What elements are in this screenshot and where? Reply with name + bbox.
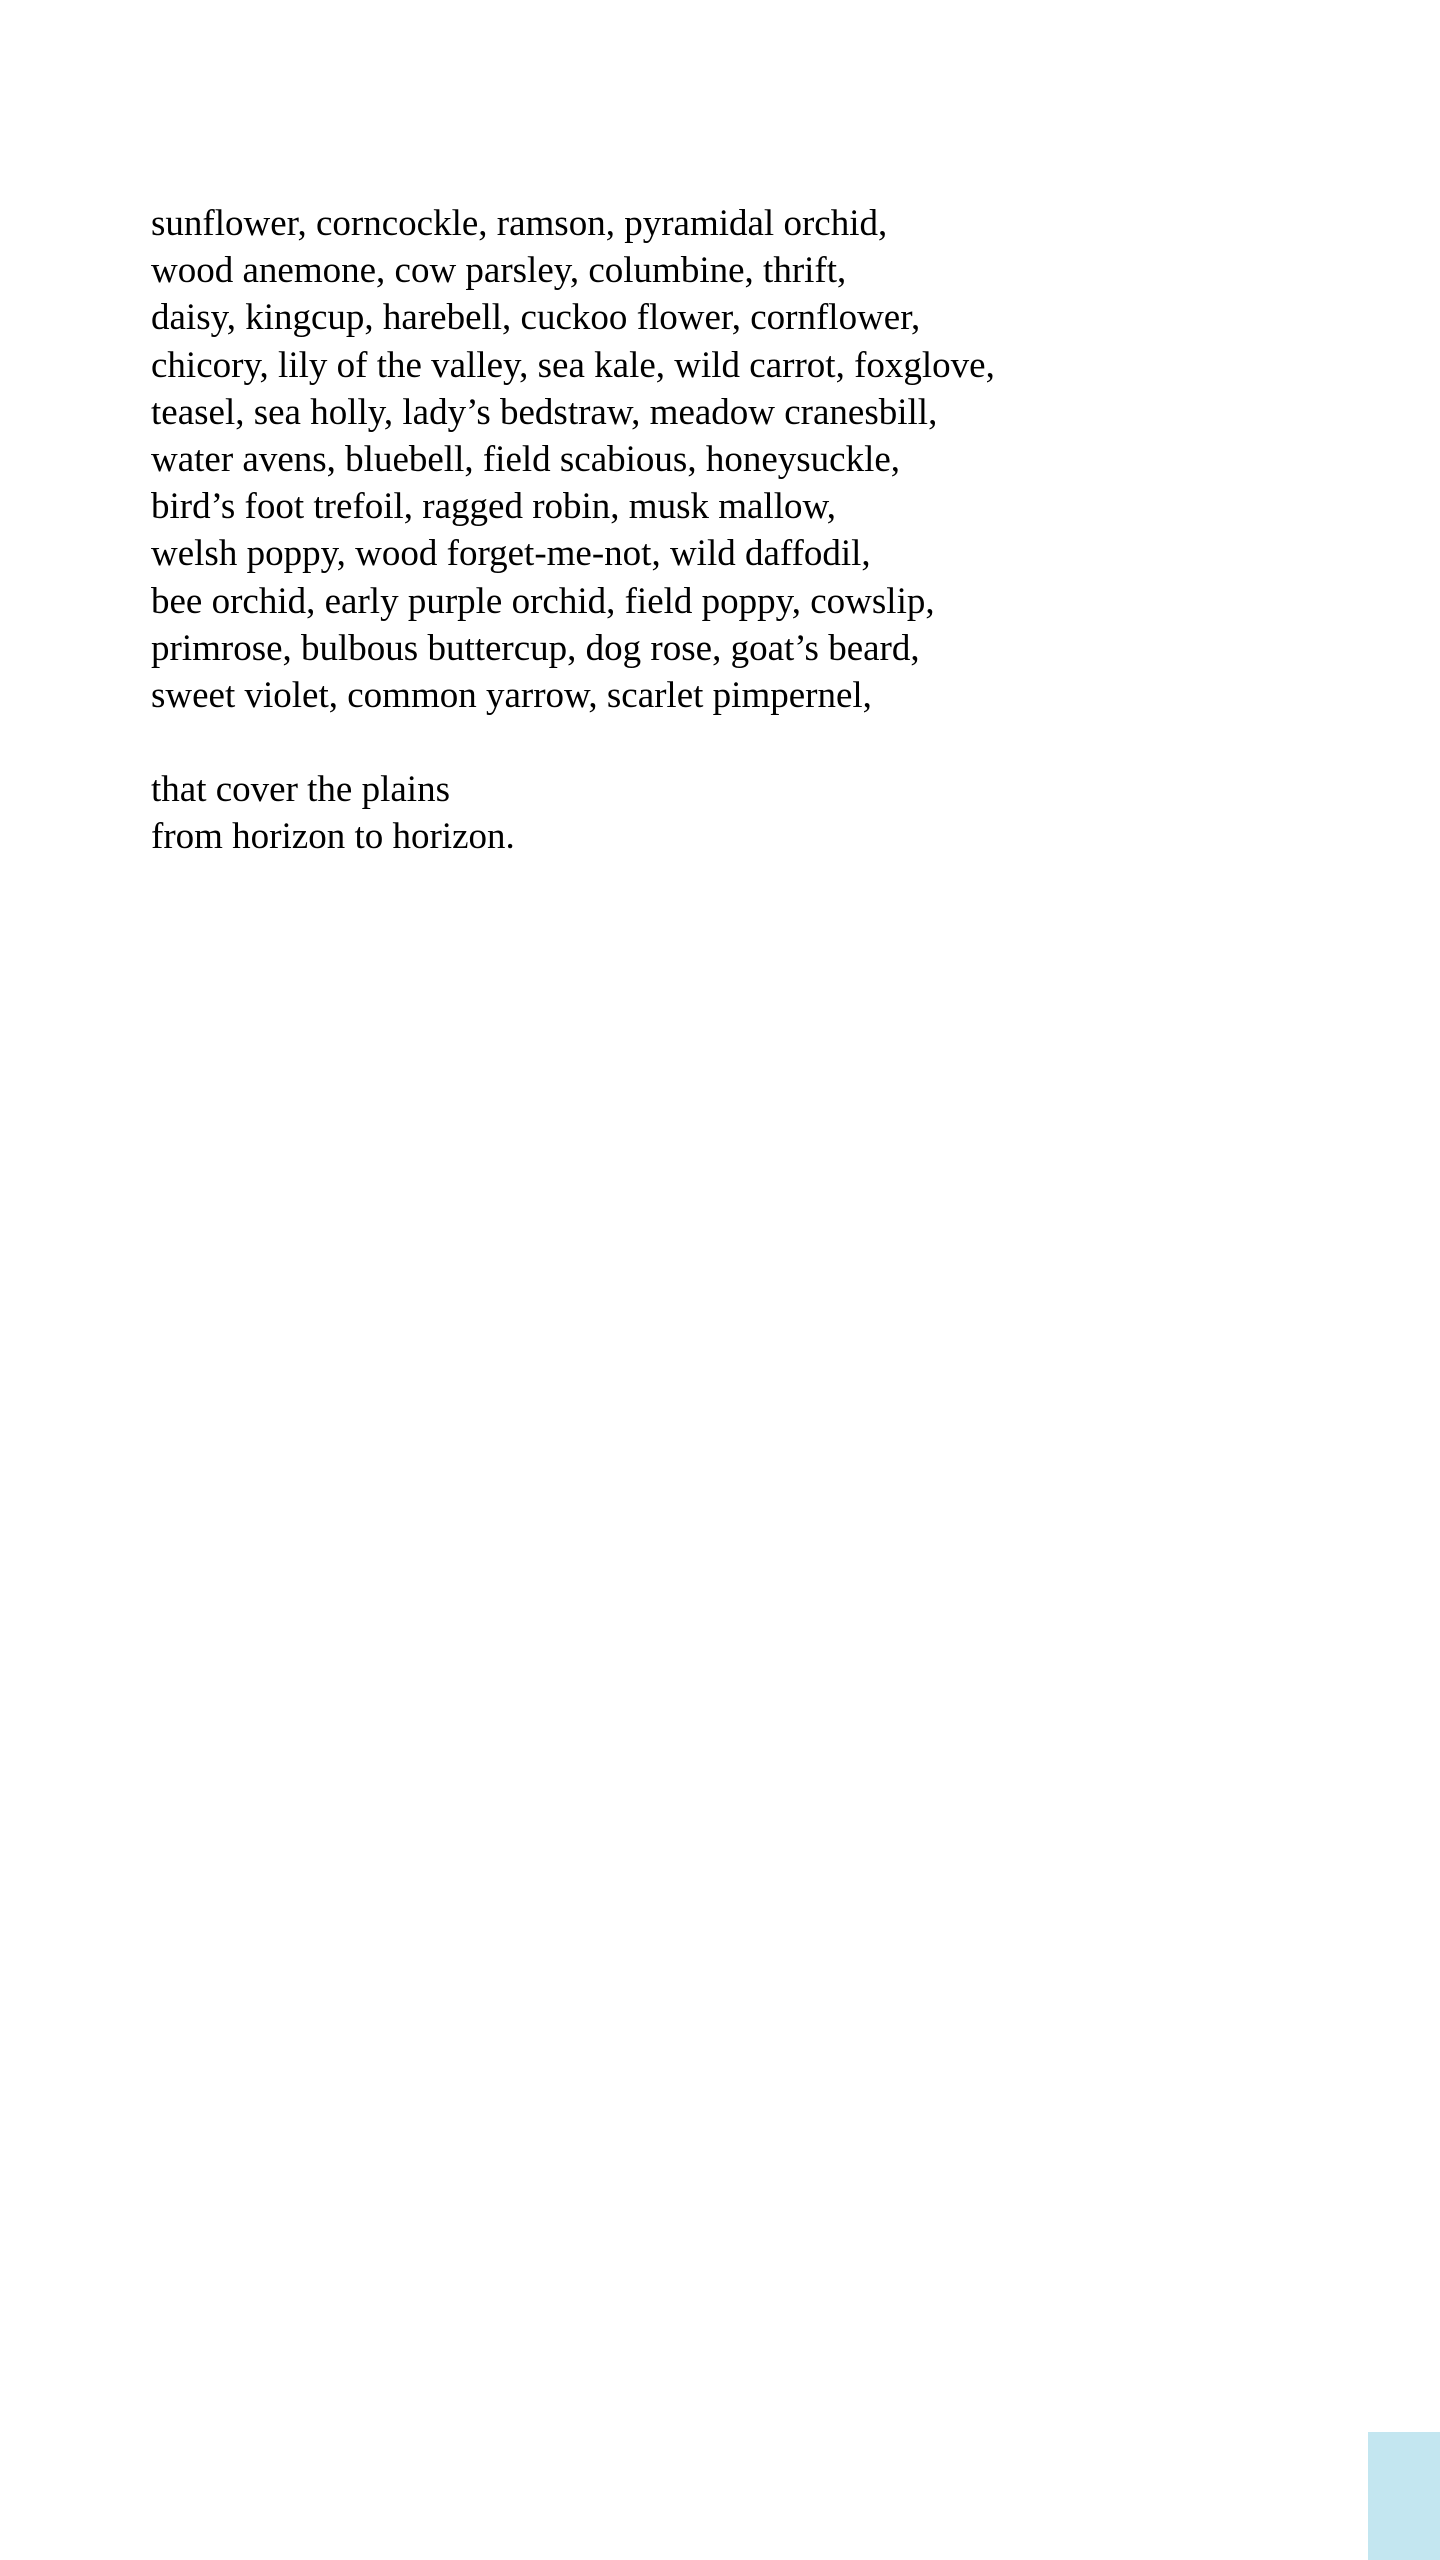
poem-line: bee orchid, early purple orchid, field poppy, cowslip, (151, 580, 935, 622)
corner-color-block (1368, 2432, 1440, 2560)
poem-line: water avens, bluebell, field scabious, honeysuckle, (151, 439, 901, 481)
poem-line: chicory, lily of the valley, sea kale, wild carrot, foxglove, (151, 344, 995, 386)
poem-line: welsh poppy, wood forget-me-not, wild daffodil, (151, 533, 871, 575)
poem-line: from horizon to horizon. (151, 816, 515, 858)
poem-line: sunflower, corncockle, ramson, pyramidal orchid, (151, 203, 888, 244)
poem-line: bird’s foot trefoil, ragged robin, musk mallow, (151, 486, 837, 528)
poem (151, 200, 1251, 861)
poem-line: daisy, kingcup, harebell, cuckoo flower, cornflower, (151, 297, 921, 339)
poem-line: wood anemone, cow parsley, columbine, thrift, (151, 250, 847, 292)
poem-stanza-2 (151, 766, 1251, 860)
poem-line: primrose, bulbous buttercup, dog rose, goat’s beard, (151, 627, 920, 669)
poem-line: teasel, sea holly, lady’s bedstraw, meadow cranesbill, (151, 391, 938, 433)
poem-stanza-1 (151, 200, 1251, 719)
poem-line: sweet violet, common yarrow, scarlet pimpernel, (151, 675, 872, 717)
poem-line: that cover the plains (151, 769, 450, 811)
